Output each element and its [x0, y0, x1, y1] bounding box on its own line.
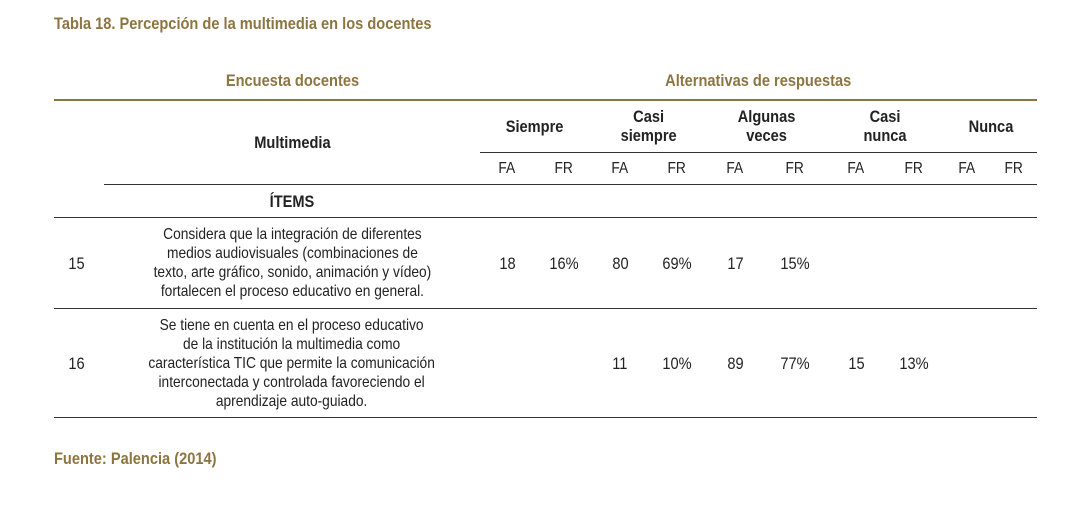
category-header-algunas-veces: Algunas veces [738, 107, 796, 145]
row-16-casi-nunca-fa: 15 [847, 353, 865, 373]
subheader-fr: FR [904, 160, 924, 177]
source-note: Fuente: Palencia (2014) [54, 449, 217, 468]
row-16-algunas-veces-fr: 77% [780, 353, 810, 373]
subheader-fr: FR [1004, 160, 1023, 177]
row-15-nunca-fa [944, 218, 990, 308]
row-16-casi-siempre-fa: 11 [612, 353, 628, 373]
row-16-number: 16 [67, 353, 85, 373]
row-15-casi-nunca-fr [884, 218, 944, 308]
table-caption: Tabla 18. Percepción de la multimedia en los docentes [54, 14, 432, 33]
subheader-fa: FA [611, 160, 629, 177]
row-15-siempre-fa: 18 [498, 253, 516, 273]
row-16-siempre-fa [480, 309, 534, 417]
subheader-fr: FR [667, 160, 687, 177]
row-15-algunas-veces-fr: 15% [780, 253, 810, 273]
bottom-rule [54, 417, 1037, 418]
row-16-casi-siempre-fr: 10% [662, 353, 692, 373]
subheader-fr: FR [554, 160, 574, 177]
row-15-casi-siempre-fr: 69% [662, 253, 692, 273]
row-16-algunas-veces-fa: 89 [726, 353, 744, 373]
category-header-nunca: Nunca [968, 116, 1013, 136]
alternatives-group-label: Alternativas de respuestas [664, 71, 852, 90]
subheader-fa: FA [847, 160, 865, 177]
items-label: ÍTEMS [269, 191, 315, 211]
row-16-nunca-fr [990, 309, 1037, 417]
survey-group-label: Encuesta docentes [225, 71, 359, 90]
row-15-nunca-fr [990, 218, 1037, 308]
subheader-fa: FA [498, 160, 516, 177]
row-15-text: Considera que la integración de diferentes medios audiovisuales (combinaciones de texto, arte gráfico, sonido, animación y vídeo) fortalecen el proceso educativo en general. [153, 226, 431, 300]
row-16-casi-nunca-fr: 13% [899, 353, 929, 373]
row-16-nunca-fa [944, 309, 990, 417]
row-15-algunas-veces-fa: 17 [726, 253, 744, 273]
subheader-fr: FR [785, 160, 805, 177]
row-15-casi-siempre-fa: 80 [611, 253, 629, 273]
multimedia-header: Multimedia [253, 132, 331, 152]
row-15-siempre-fr: 16% [549, 253, 579, 273]
subheader-fa: FA [958, 160, 976, 177]
row-16-text: Se tiene en cuenta en el proceso educativo de la institución la multimedia como característica TIC que permite la comunicación interconectada y controlada favoreciendo el aprendizaje auto-guiado. [148, 316, 436, 410]
survey-group-header [104, 70, 480, 92]
row-15-casi-nunca-fa [828, 218, 884, 308]
alternatives-group-header [480, 70, 1036, 92]
category-header-siempre: Siempre [506, 116, 564, 136]
subheader-fa: FA [726, 160, 744, 177]
row-16-siempre-fr [534, 309, 594, 417]
category-header-casi-siempre: Casi siempre [620, 107, 678, 145]
row-15-number: 15 [67, 253, 85, 273]
category-header-casi-nunca: Casi nunca [863, 107, 907, 145]
